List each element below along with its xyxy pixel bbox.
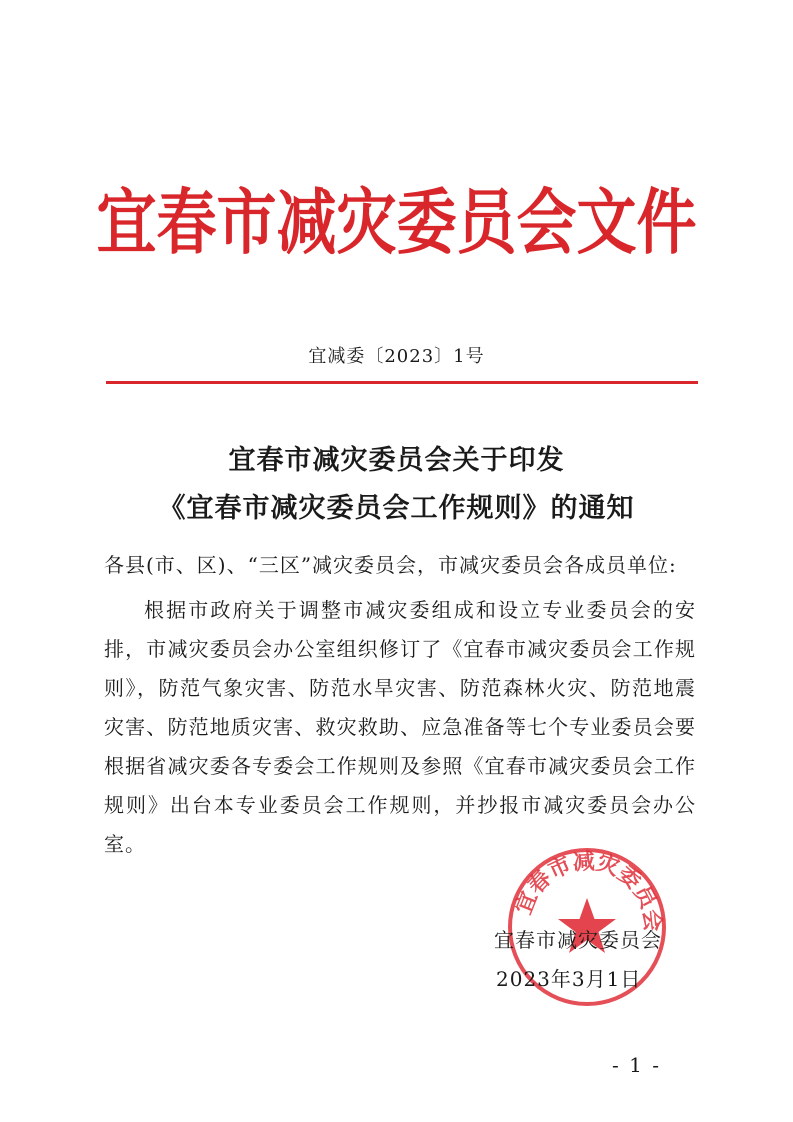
document-number: 宜减委〔2023〕1号 bbox=[308, 346, 485, 367]
signature-organization: 宜春市减灾委员会 bbox=[494, 928, 662, 952]
header-red-rule bbox=[106, 381, 698, 384]
page-number: - 1 - bbox=[612, 1053, 661, 1077]
signature-date: 2023年3月1日 bbox=[496, 967, 642, 991]
notice-body: 根据市政府关于调整市减灾委组成和设立专业委员会的安排，市减灾委员会办公室组织修订了《宜春市减灾委员会工作规则》，防范气象灾害、防范水旱灾害、防范森林火灾、防范地震灾害、防范地质灾害、救灾救助、应急准备等七个专业委员会要根据省减灾委各专委会工作规则及参照《宜春市减灾委员会工作规则》出台本专业委员会工作规则，并抄报市减灾委员会办公室。 bbox=[104, 598, 696, 856]
document-header-title: 宜春市减灾委员会文件 bbox=[96, 182, 697, 265]
notice-title-line1: 宜春市减灾委员会关于印发 bbox=[228, 445, 565, 476]
notice-addressee: 各县(市、区)、“三区”减灾委员会，市减灾委员会各成员单位: bbox=[104, 553, 677, 577]
svg-text:宜春市减灾委员会: 宜春市减灾委员会 bbox=[511, 849, 665, 933]
notice-title-line2: 《宜春市减灾委员会工作规则》的通知 bbox=[158, 493, 635, 524]
